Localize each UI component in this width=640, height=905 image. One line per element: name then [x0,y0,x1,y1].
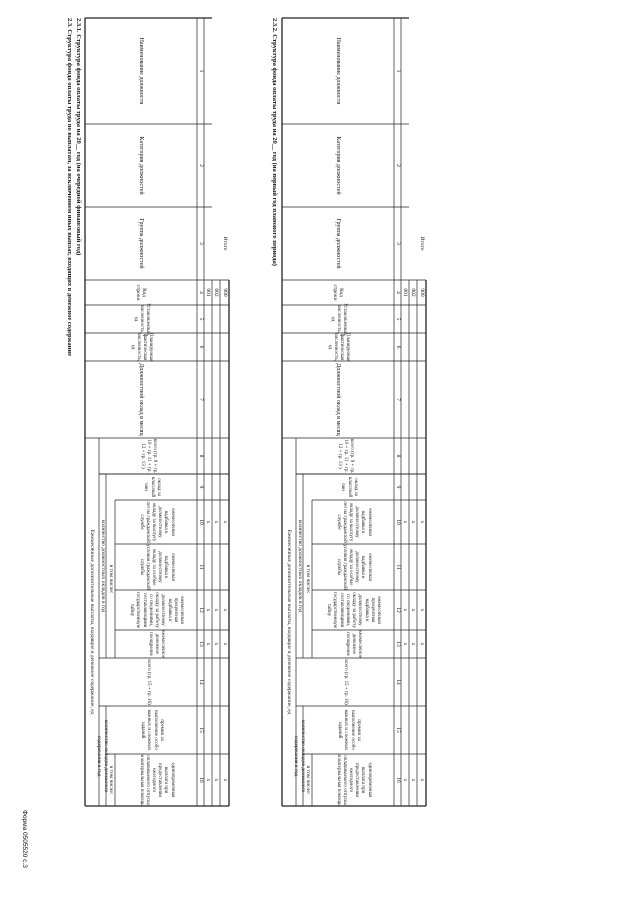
column-number: 1 [394,69,401,73]
column-number: 4 [394,291,401,294]
column-number: 9 [197,485,204,489]
header-name-position: Наименование должности [138,37,145,105]
header-in-that-number-1: в том числе: [107,564,114,594]
column-number: 16 [197,777,204,783]
column-number: 10 [197,519,204,525]
column-number: 14 [197,679,204,685]
cross-mark: x [402,642,409,646]
header-col10: ежемесячная надбавка к должностному окладу за выслугу лет на гражданской службе [138,501,175,543]
header-total-14: всего (гр. 15 + гр. 16) [146,659,152,705]
header-total-14: всего (гр. 15 + гр. 16) [343,659,349,705]
cross-mark: x [205,778,212,782]
cross-mark: x [410,608,417,612]
header-category: Категория должностей [335,136,342,195]
cross-mark: x [221,778,228,782]
cross-mark: x [402,778,409,782]
header-qty-salaries: количество должностных окладов в год [296,519,303,613]
cross-mark: x [410,642,417,646]
header-name-position: Наименование должности [335,37,342,105]
header-in-that-number-1: в том числе: [304,564,311,594]
header-monthly-payments: Ежемесячные дополнительные выплаты, входящие в денежное содержание, ед [286,529,293,715]
cross-mark: x [213,778,220,782]
column-number: 11 [197,564,204,570]
column-number: 6 [197,345,204,349]
header-col11: ежемесячная надбавка к должностному окладу за особые условия гражданской службы [138,544,175,590]
header-row-code: Код строки [135,284,148,301]
cross-mark: x [418,642,425,646]
header-col15: премии за выполнение особо важных и сложных заданий [337,709,361,751]
cross-mark: x [410,778,417,782]
row-code-cell: 900 [418,288,425,297]
row-code-cell: 001 [402,288,409,297]
header-established-staff: Установленная численность, ед [329,303,348,335]
column-number: 8 [394,454,401,458]
column-number: 15 [394,727,401,733]
column-number: 16 [394,777,401,783]
column-number: 13 [394,641,401,647]
cross-mark: x [205,608,212,612]
header-col12: ежемесячная процентная надбавка к должностному окладу за работу со сведениями, составляющими государственную тайну [129,591,184,629]
header-col13: ежемесячное денежное поощрение [344,630,363,658]
header-in-that-number-2: в том числе: [304,765,311,795]
section-heading: 2.3. Структура фонда оплаты труда по выплатам, за исключением иных выплат, входящих в денежное содержание [66,18,73,356]
column-number: 7 [394,398,401,401]
header-col13: ежемесячное денежное поощрение [147,630,166,658]
header-col12: ежемесячная процентная надбавка к должностному окладу за работу со сведениями, составляющими государственную тайну [326,591,381,629]
header-salary: Должностной оклад в месяц [138,363,145,436]
column-number: 1 [197,69,204,73]
cross-mark: x [221,520,228,524]
column-number: 15 [197,727,204,733]
column-number: 5 [394,317,401,321]
column-number: 14 [394,679,401,685]
header-qty-salaries: количество должностных окладов в год [99,519,106,613]
header-total-8: всего (гр. 9 + гр. 10 + гр. 11 + гр. 12 + гр. 13 ) [336,438,355,474]
column-number: 13 [197,641,204,647]
cross-mark: x [410,520,417,524]
column-number: 4 [197,291,204,294]
column-number: 10 [394,519,401,525]
row-code-cell: 002 [213,288,220,297]
header-col9: оклад за классный чин [340,476,358,498]
column-number: 9 [394,485,401,489]
column-number: 5 [197,317,204,321]
column-number: 2 [394,164,401,167]
header-col16: единовременная выплата при предоставлении ежегодного оплачиваемого отпуска и материальная помощь [335,754,372,806]
total-label: Итого [221,236,228,251]
header-col10: ежемесячная надбавка к должностному окладу за выслугу лет на гражданской службе [335,501,372,543]
column-number: 7 [197,398,204,401]
cross-mark: x [221,608,228,612]
header-col16: единовременная выплата при предоставлении ежегодного оплачиваемого отпуска и материальная помощь [138,754,175,806]
column-number: 12 [197,607,204,613]
header-row-code: Код строки [332,284,345,301]
section-2-heading: 2.3.2. Структура фонда оплаты труда на 20__ год (на первый год планового периода) [271,18,278,266]
header-planned-staff: Планируемая фактическая численность, ед [129,332,154,362]
header-category: Категория должностей [138,136,145,195]
column-number: 12 [394,607,401,613]
header-monthly-payments: Ежемесячные дополнительные выплаты, входящие в денежное содержание, ед [89,529,96,715]
column-number: 3 [197,242,204,245]
row-code-cell: 002 [410,288,417,297]
header-established-staff: Установленная численность, ед [132,303,151,335]
cross-mark: x [213,520,220,524]
header-planned-staff: Планируемая фактическая численность, ед [326,332,351,362]
header-other-payments: количество окладов денежного содержания в год [293,719,306,793]
header-other-payments: количество окладов денежного содержания в год [96,719,109,793]
total-label: Итого [418,236,425,251]
row-code-cell: 900 [221,288,228,297]
column-number: 6 [394,345,401,349]
cross-mark: x [205,520,212,524]
form-code: Форма 0505520 с.3 [21,810,28,868]
header-col9: оклад за классный чин [143,476,161,498]
cross-mark: x [418,520,425,524]
row-code-cell: 001 [205,288,212,297]
column-number: 8 [197,454,204,458]
cross-mark: x [402,520,409,524]
column-number: 11 [394,564,401,570]
cross-mark: x [221,642,228,646]
section-1-heading: 2.3.1. Структура фонда оплаты труда на 20__ год (на очередной финансовый год) [75,18,82,256]
header-salary: Должностной оклад в месяц [335,363,342,436]
cross-mark: x [213,608,220,612]
header-col15: премии за выполнение особо важных и сложных заданий [140,709,164,751]
header-group: Группа должностей [138,218,145,269]
column-number: 2 [197,164,204,167]
cross-mark: x [213,642,220,646]
cross-mark: x [402,608,409,612]
header-total-8: всего (гр. 9 + гр. 10 + гр. 11 + гр. 12 + гр. 13 ) [139,438,158,474]
cross-mark: x [205,642,212,646]
header-group: Группа должностей [335,218,342,269]
cross-mark: x [418,778,425,782]
header-col11: ежемесячная надбавка к должностному окладу за особые условия гражданской службы [335,544,372,590]
header-in-that-number-2: в том числе: [107,765,114,795]
column-number: 3 [394,242,401,245]
cross-mark: x [418,608,425,612]
